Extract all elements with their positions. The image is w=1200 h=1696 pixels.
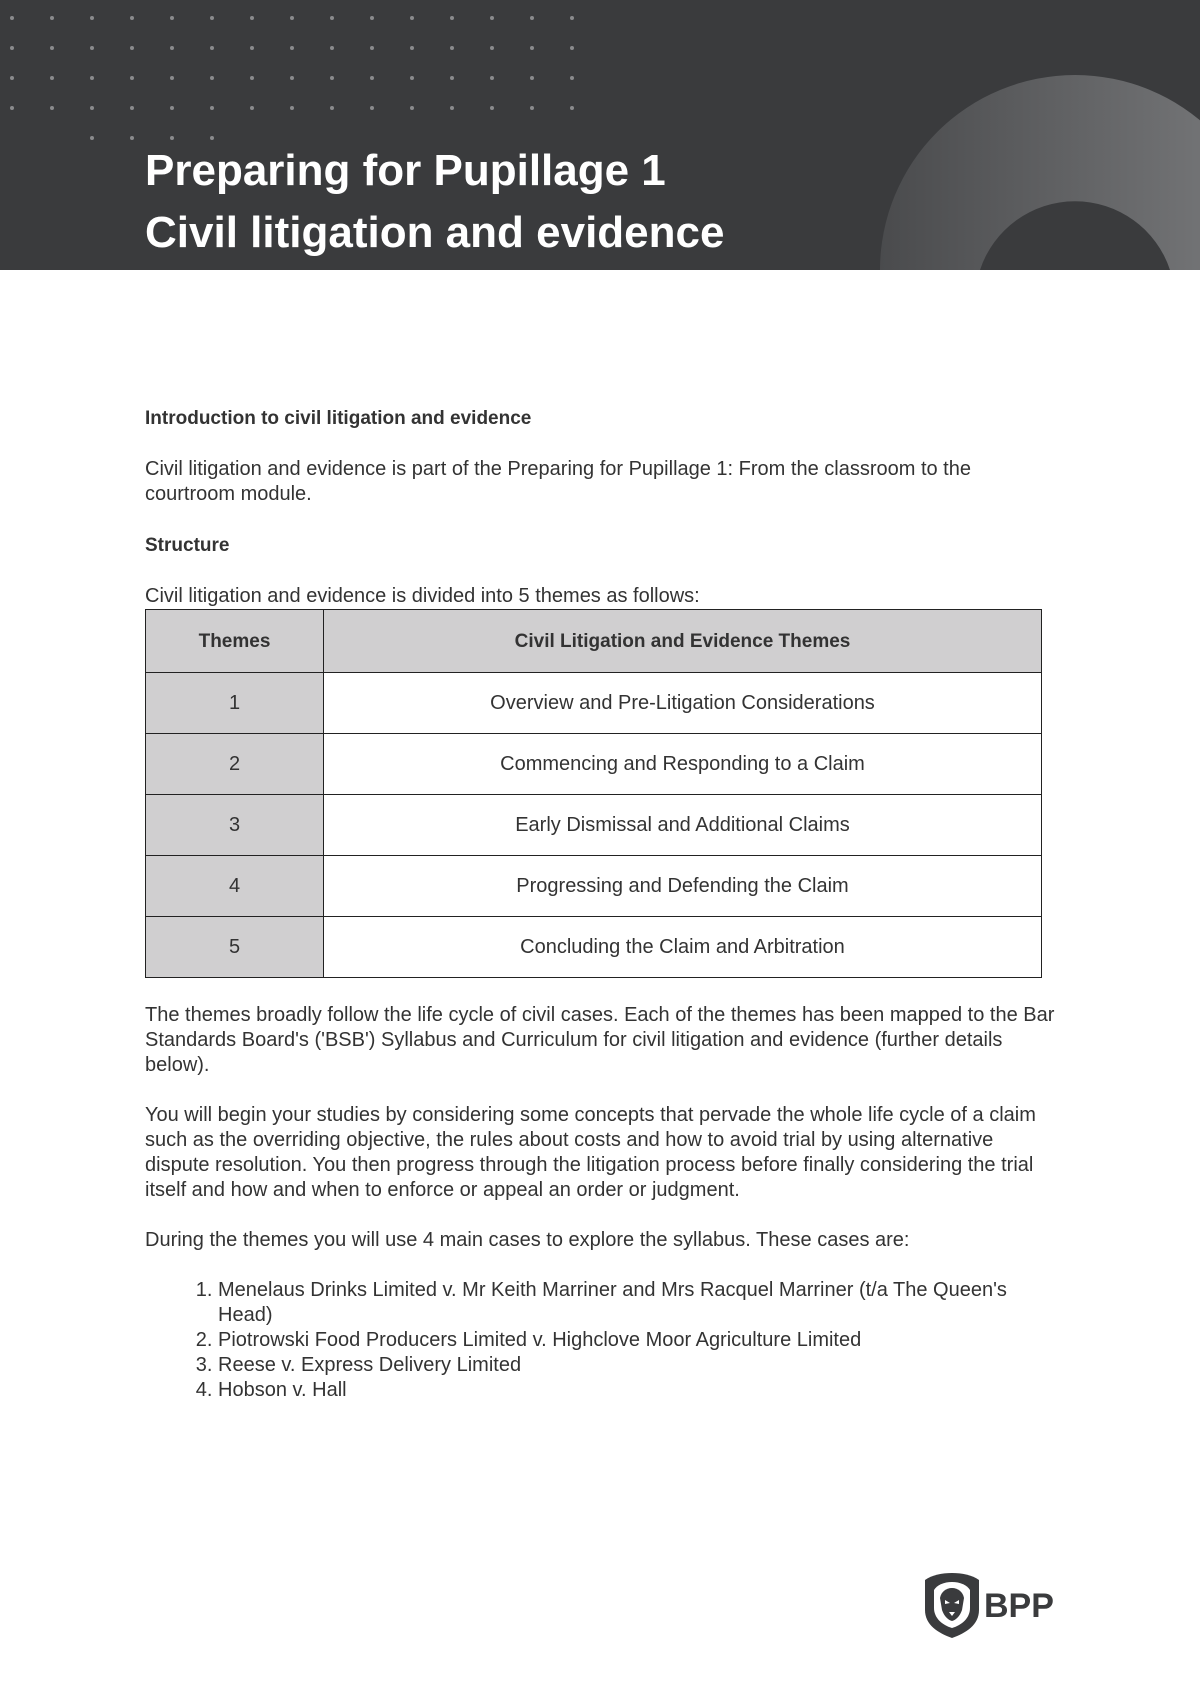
table-row [146,673,1042,734]
studies-paragraph: You will begin your studies by considering some concepts that pervade the whole life cycle of a claim such as the overriding objective, the rules about costs and how to avoid trial by using alternative dispute resolution. You then progress through the litigation process before finally considering the trial itself and how and when to enforce or appeal an order or judgment. [145,1104,1036,1201]
structure-text: Civil litigation and evidence is divided into 5 themes as follows: [145,585,700,607]
main-content [145,406,1055,1403]
theme-number: 3 [146,795,324,856]
cases-list [145,1278,1055,1403]
theme-number: 1 [146,673,324,734]
intro-text: Civil litigation and evidence is part of the Preparing for Pupillage 1: From the classroom to the courtroom module. [145,458,971,505]
table-header-titles: Civil Litigation and Evidence Themes [324,610,1042,673]
table-header-row [146,610,1042,673]
list-item: 2. Piotrowski Food Producers Limited v. Highclove Moor Agriculture Limited [218,1328,1055,1353]
theme-number: 2 [146,734,324,795]
theme-title: Concluding the Claim and Arbitration [324,917,1042,978]
theme-title: Commencing and Responding to a Claim [324,734,1042,795]
theme-title: Overview and Pre-Litigation Considerations [324,673,1042,734]
list-item: 3. Reese v. Express Delivery Limited [218,1353,1055,1378]
theme-title: Early Dismissal and Additional Claims [324,795,1042,856]
logo-text: BPP [984,1587,1054,1625]
lion-shield-icon [925,1573,979,1638]
table-row [146,917,1042,978]
theme-number: 4 [146,856,324,917]
header-banner [0,0,1200,270]
list-item: 1. Menelaus Drinks Limited v. Mr Keith Marriner and Mrs Racquel Marriner (t/a The Queen's Head) [218,1278,1055,1328]
title-line-1: Preparing for Pupillage 1 [145,146,666,195]
table-row [146,856,1042,917]
themes-table [145,609,1042,978]
lifecycle-paragraph: The themes broadly follow the life cycle of civil cases. Each of the themes has been mapped to the Bar Standards Board's ('BSB') Syllabus and Curriculum for civil litigation and evidence (further details below). [145,1004,1055,1076]
table-row [146,734,1042,795]
intro-heading: Introduction to civil litigation and evidence [145,408,532,429]
theme-title: Progressing and Defending the Claim [324,856,1042,917]
page-title [145,140,724,264]
bpp-logo [922,1570,1062,1645]
theme-number: 5 [146,917,324,978]
title-line-2: Civil litigation and evidence [145,208,725,257]
table-header-themes: Themes [146,610,324,673]
list-item: 4. Hobson v. Hall [218,1378,1055,1403]
cases-intro-paragraph: During the themes you will use 4 main cases to explore the syllabus. These cases are: [145,1229,910,1251]
structure-heading: Structure [145,535,230,556]
table-row [146,795,1042,856]
